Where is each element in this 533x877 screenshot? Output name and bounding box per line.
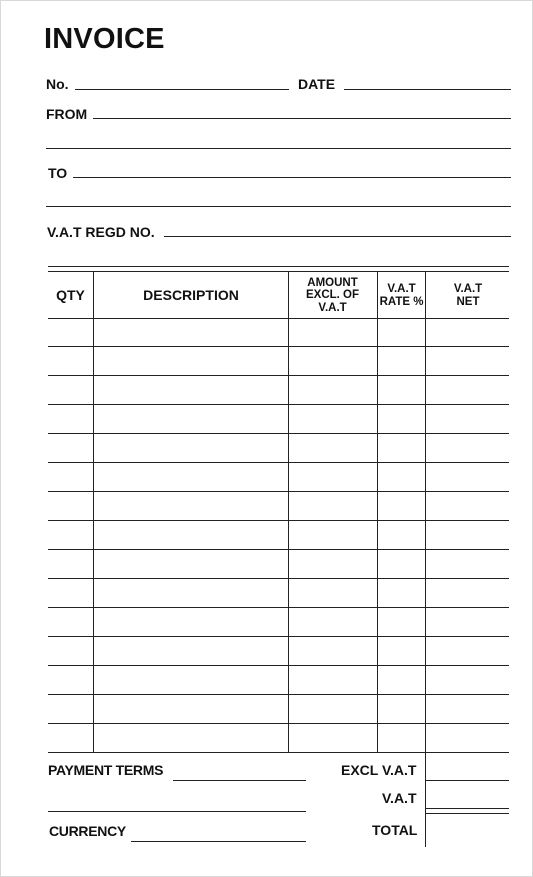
column-divider	[425, 272, 426, 847]
from-field-line-1[interactable]	[93, 118, 511, 119]
payment-terms-label: PAYMENT TERMS	[48, 762, 164, 778]
table-row[interactable]	[48, 580, 509, 608]
column-divider	[377, 272, 378, 752]
vat-regd-label: V.A.T REGD NO.	[47, 224, 155, 240]
table-row[interactable]	[48, 667, 509, 695]
column-header-amount: AMOUNT EXCL. OF V.A.T	[305, 276, 360, 314]
from-field-line-2[interactable]	[46, 148, 511, 149]
invoice-number-label: No.	[46, 76, 69, 92]
to-field-line-1[interactable]	[73, 177, 511, 178]
vat-regd-field[interactable]	[164, 236, 511, 237]
column-header-description: DESCRIPTION	[143, 286, 239, 303]
invoice-number-field[interactable]	[75, 89, 289, 90]
invoice-title: INVOICE	[44, 23, 165, 55]
payment-terms-field[interactable]	[173, 780, 306, 781]
to-field-line-2[interactable]	[46, 206, 511, 207]
table-row[interactable]	[48, 551, 509, 579]
table-row[interactable]	[48, 493, 509, 521]
table-row[interactable]	[48, 638, 509, 666]
from-label: FROM	[46, 106, 88, 122]
table-row[interactable]	[48, 522, 509, 550]
column-header-vat-net: V.A.T NET	[453, 282, 483, 308]
table-row[interactable]	[48, 406, 509, 434]
column-header-qty: QTY	[56, 286, 85, 303]
column-header-vat-rate: V.A.T RATE %	[379, 282, 424, 308]
table-row[interactable]	[48, 377, 509, 405]
excl-vat-field[interactable]	[426, 780, 509, 781]
date-label: DATE	[298, 76, 336, 92]
total-label: TOTAL	[372, 822, 418, 838]
total-top-double-rule	[426, 813, 509, 814]
table-top-rule	[48, 266, 509, 267]
vat-label: V.A.T	[382, 790, 417, 806]
table-row[interactable]	[48, 609, 509, 637]
column-divider	[288, 272, 289, 752]
currency-label: CURRENCY	[49, 823, 126, 839]
table-row[interactable]	[48, 348, 509, 376]
payment-terms-field-line-2[interactable]	[48, 811, 306, 812]
date-field[interactable]	[344, 89, 511, 90]
table-row[interactable]	[48, 319, 509, 347]
table-row[interactable]	[48, 464, 509, 492]
table-row[interactable]	[48, 696, 509, 724]
table-row[interactable]	[48, 725, 509, 753]
currency-field[interactable]	[131, 841, 306, 842]
excl-vat-label: EXCL V.A.T	[341, 762, 417, 778]
table-row-rule	[48, 752, 509, 753]
column-divider	[93, 272, 94, 752]
vat-field[interactable]	[426, 808, 509, 809]
table-row[interactable]	[48, 435, 509, 463]
to-label: TO	[48, 165, 68, 181]
